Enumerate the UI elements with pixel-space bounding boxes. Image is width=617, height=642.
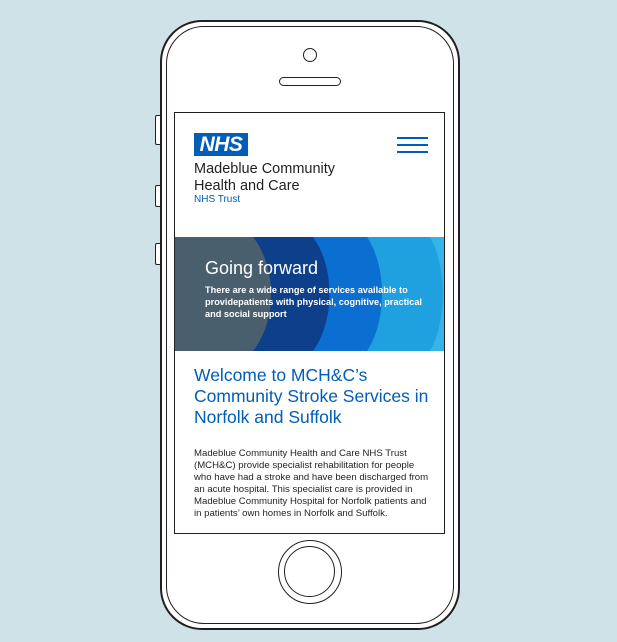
- organisation-name-line1: Madeblue Community: [194, 161, 336, 177]
- hero-text: There are a wide range of services available to providepatients with physical, cognitive, practical and social support: [205, 285, 422, 319]
- home-button[interactable]: [278, 540, 342, 604]
- organisation-name-line2: Health and Care: [194, 178, 300, 194]
- hero-title: Going forward: [205, 258, 319, 278]
- intro-paragraph: Madeblue Community Health and Care NHS Trust (MCH&C) provide specialist rehabilitation for people who have had a stroke and have been discharged from an acute hospital. This specialist care is provided in Madeblue Community Hospital for Norfolk patients and in patients’ own homes in Norfolk and Suffolk.: [194, 448, 429, 519]
- organisation-name: [194, 161, 394, 195]
- trust-label: NHS Trust: [194, 194, 241, 205]
- front-camera-icon: [303, 48, 317, 62]
- hero-banner: [175, 237, 444, 351]
- main-content: [175, 351, 444, 519]
- site-header: [175, 113, 444, 237]
- earpiece-speaker: [279, 77, 341, 86]
- nhs-logo[interactable]: NHS: [194, 133, 248, 156]
- phone-screen: [174, 112, 445, 534]
- hamburger-menu-icon[interactable]: [397, 137, 428, 153]
- welcome-heading: Welcome to MCH&C’s Community Stroke Services in Norfolk and Suffolk: [194, 365, 429, 427]
